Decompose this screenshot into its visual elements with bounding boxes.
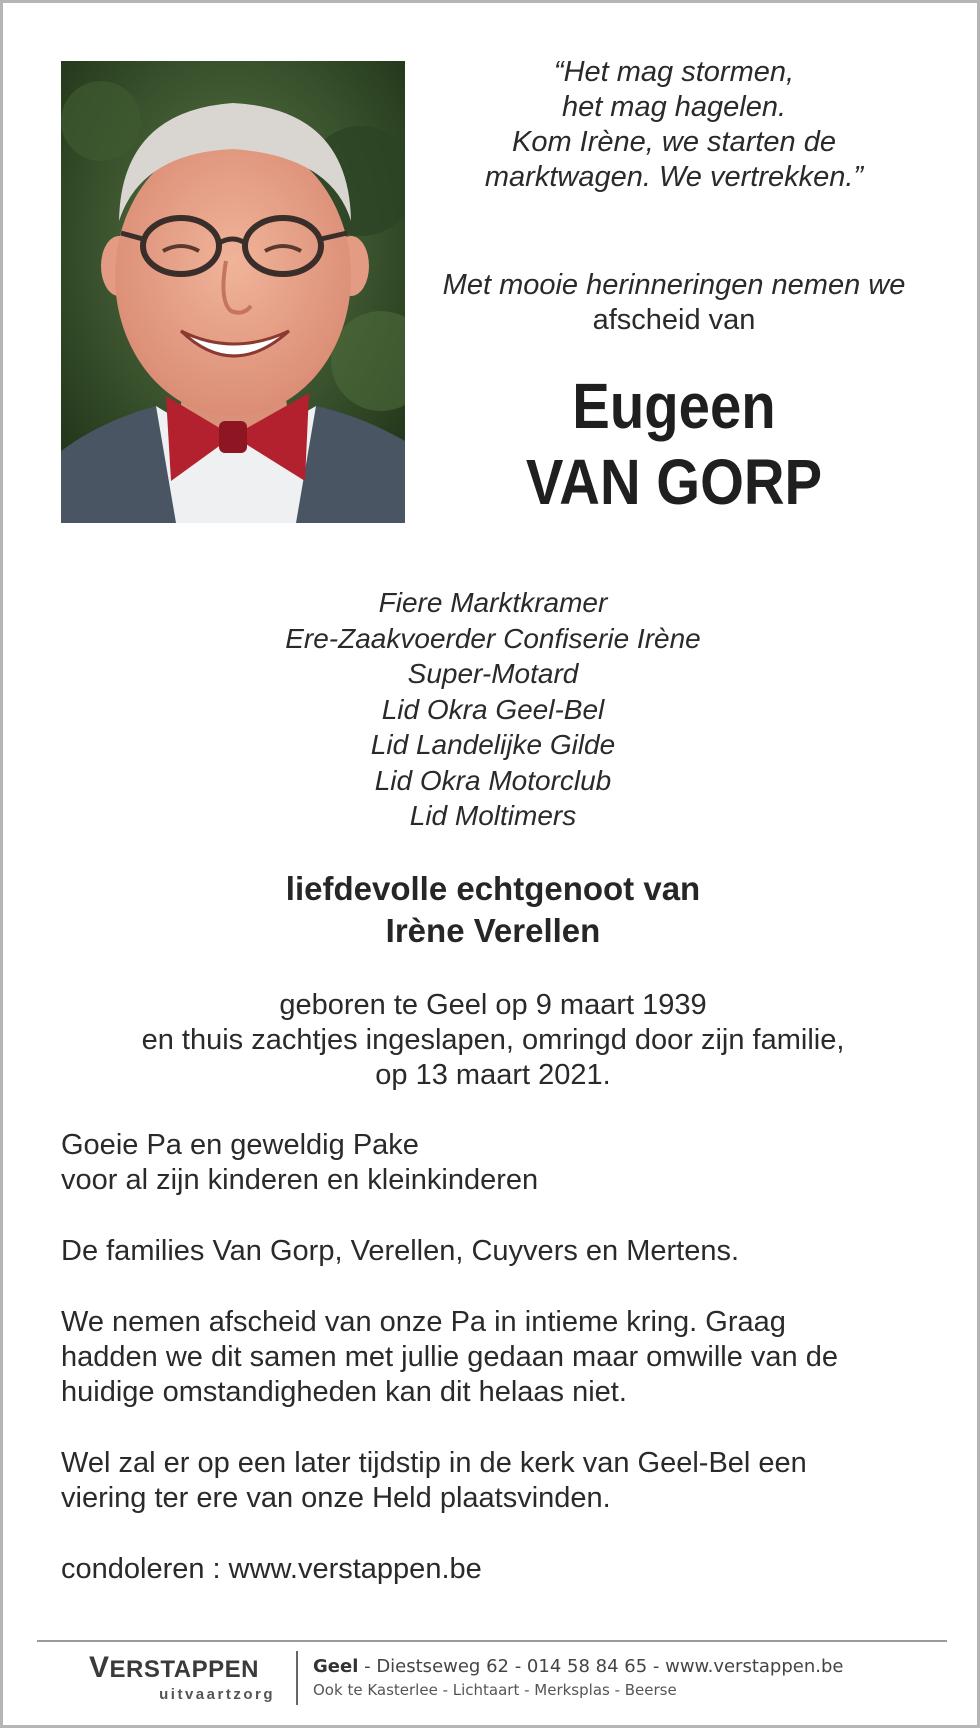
- spouse-name: Irène Verellen: [385, 912, 601, 949]
- death-date-line: op 13 maart 2021.: [375, 1059, 611, 1091]
- body-text: [61, 1128, 941, 1623]
- logo-wordmark: [69, 1651, 279, 1687]
- paragraph-family-role: [61, 1128, 941, 1198]
- address-line: [313, 1655, 953, 1679]
- paragraph-line: huidige omstandigheden kan dit helaas niet.: [61, 1376, 627, 1408]
- paragraph-line: We nemen afscheid van onze Pa in intieme kring. Graag: [61, 1306, 786, 1338]
- quote-line: marktwagen. We vertrekken.”: [484, 161, 864, 193]
- paragraph-condolences: [61, 1552, 941, 1587]
- paragraph-ceremony: [61, 1446, 941, 1516]
- footer-vertical-divider: [296, 1651, 298, 1705]
- intro-line-2: afscheid van: [592, 304, 756, 336]
- funeral-home-logo: [69, 1651, 279, 1703]
- title-item: Lid Okra Geel-Bel: [381, 693, 605, 725]
- paragraph-families: [61, 1234, 941, 1269]
- quote-line: “Het mag stormen,: [553, 56, 795, 88]
- paragraph-line: De families Van Gorp, Verellen, Cuyvers en Mertens.: [61, 1235, 740, 1267]
- paragraph-line: Wel zal er op een later tijdstip in de kerk van Geel-Bel een: [61, 1447, 807, 1479]
- title-item: Ere-Zaakvoerder Confiserie Irène: [285, 622, 701, 654]
- spouse-line-1: liefdevolle echtgenoot van: [285, 870, 701, 907]
- paragraph-line: viering ter ere van onze Held plaatsvinden.: [61, 1482, 611, 1514]
- first-name: Eugeen: [572, 370, 776, 442]
- portrait-photo: [61, 61, 405, 523]
- title-item: Lid Okra Motorclub: [374, 764, 612, 796]
- branches-line: Ook te Kasterlee - Lichtaart - Merksplas - Beerse: [313, 1681, 677, 1699]
- portrait-illustration: [61, 61, 405, 523]
- title-item: Fiere Marktkramer: [378, 587, 608, 618]
- intro-line-1: Met mooie herinneringen nemen we: [442, 269, 906, 301]
- last-name: VAN GORP: [525, 446, 823, 518]
- address: - Diestseweg 62 - 014 58 84 65 - www.verstappen.be: [358, 1656, 844, 1677]
- logo-subtitle: uitvaartzorg: [159, 1686, 275, 1703]
- funeral-home-info: [313, 1655, 953, 1701]
- intro-text: [413, 268, 935, 338]
- dates-block: [3, 988, 980, 1093]
- title-item: Super-Motard: [407, 658, 579, 689]
- paragraph-farewell: [61, 1305, 941, 1410]
- death-line: en thuis zachtjes ingeslapen, omringd door zijn familie,: [141, 1024, 845, 1056]
- condolence-link-text: condoleren : www.verstappen.be: [61, 1553, 482, 1585]
- spouse-block: [3, 868, 980, 952]
- deceased-name: [444, 368, 903, 520]
- city: Geel: [313, 1656, 359, 1677]
- quote-line: het mag hagelen.: [561, 91, 787, 123]
- paragraph-line: voor al zijn kinderen en kleinkinderen: [61, 1164, 539, 1196]
- titles-list: [3, 585, 980, 834]
- quote-line: Kom Irène, we starten de: [512, 126, 836, 158]
- paragraph-line: hadden we dit samen met jullie gedaan maar omwille van de: [61, 1341, 838, 1373]
- birth-line: geboren te Geel op 9 maart 1939: [279, 989, 707, 1021]
- quote: [413, 55, 935, 195]
- title-item: Lid Landelijke Gilde: [370, 729, 616, 760]
- footer-divider: [37, 1640, 947, 1642]
- paragraph-line: Goeie Pa en geweldig Pake: [61, 1129, 419, 1161]
- title-item: Lid Moltimers: [409, 800, 577, 831]
- logo-initial: V: [89, 1651, 110, 1684]
- logo-rest: ERSTAPPEN: [109, 1656, 259, 1683]
